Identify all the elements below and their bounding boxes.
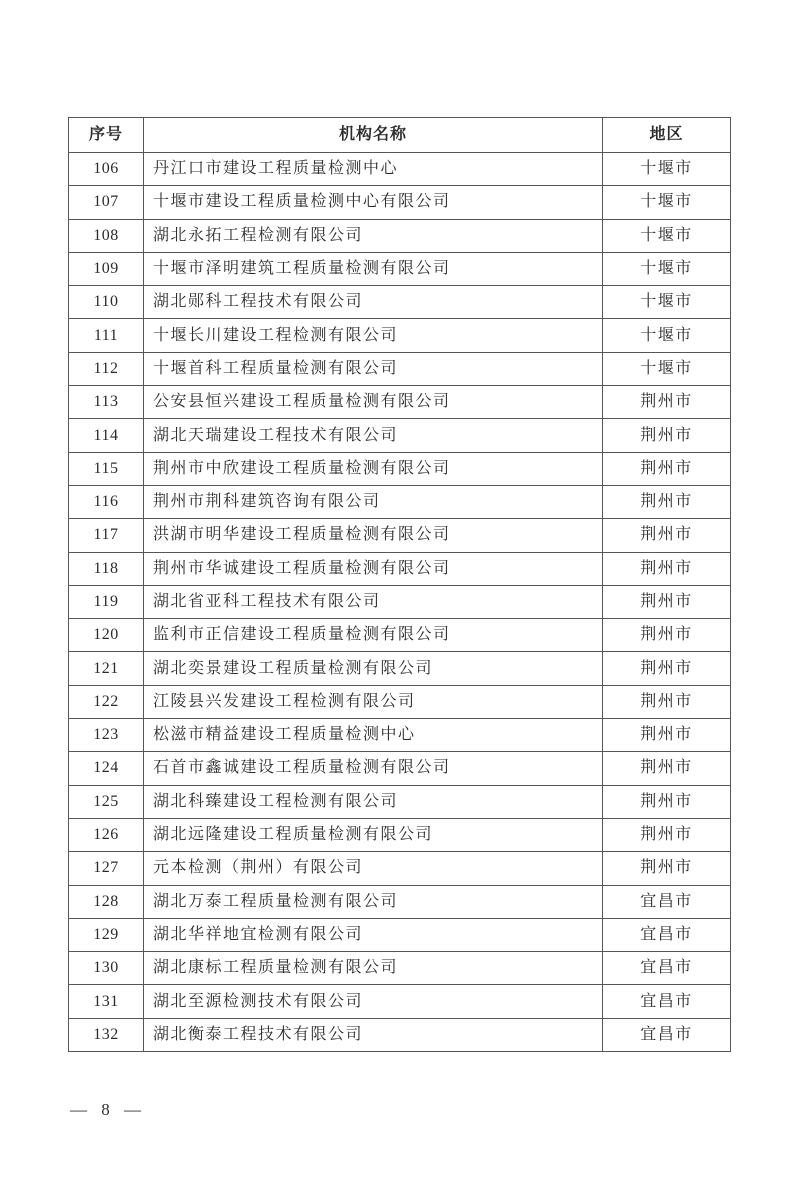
row-institution-name: 湖北康标工程质量检测有限公司 — [144, 952, 603, 985]
row-serial-number: 122 — [69, 685, 144, 718]
table-row — [69, 852, 731, 885]
row-region: 十堰市 — [603, 153, 731, 186]
row-serial-number: 107 — [69, 186, 144, 219]
row-institution-name: 湖北华祥地宜检测有限公司 — [144, 918, 603, 951]
row-region: 荆州市 — [603, 719, 731, 752]
table-row — [69, 452, 731, 485]
row-institution-name: 监利市正信建设工程质量检测有限公司 — [144, 619, 603, 652]
institution-table-body — [69, 153, 731, 1052]
table-row — [69, 519, 731, 552]
row-serial-number: 114 — [69, 419, 144, 452]
row-region: 荆州市 — [603, 785, 731, 818]
row-region: 宜昌市 — [603, 985, 731, 1018]
table-row — [69, 386, 731, 419]
row-serial-number: 106 — [69, 153, 144, 186]
row-institution-name: 湖北科臻建设工程检测有限公司 — [144, 785, 603, 818]
table-row — [69, 552, 731, 585]
table-row — [69, 352, 731, 385]
row-serial-number: 116 — [69, 485, 144, 518]
row-serial-number: 125 — [69, 785, 144, 818]
column-header-institution-name: 机构名称 — [144, 118, 603, 153]
row-serial-number: 128 — [69, 885, 144, 918]
row-serial-number: 132 — [69, 1018, 144, 1051]
row-region: 宜昌市 — [603, 918, 731, 951]
row-serial-number: 120 — [69, 619, 144, 652]
row-serial-number: 115 — [69, 452, 144, 485]
table-row — [69, 153, 731, 186]
row-region: 宜昌市 — [603, 1018, 731, 1051]
row-serial-number: 108 — [69, 219, 144, 252]
row-institution-name: 十堰市建设工程质量检测中心有限公司 — [144, 186, 603, 219]
row-institution-name: 荆州市中欣建设工程质量检测有限公司 — [144, 452, 603, 485]
row-institution-name: 湖北郧科工程技术有限公司 — [144, 286, 603, 319]
table-row — [69, 252, 731, 285]
table-row — [69, 186, 731, 219]
table-row — [69, 885, 731, 918]
row-region: 荆州市 — [603, 852, 731, 885]
row-serial-number: 119 — [69, 585, 144, 618]
row-institution-name: 洪湖市明华建设工程质量检测有限公司 — [144, 519, 603, 552]
row-institution-name: 湖北奕景建设工程质量检测有限公司 — [144, 652, 603, 685]
row-serial-number: 121 — [69, 652, 144, 685]
table-row — [69, 785, 731, 818]
row-region: 荆州市 — [603, 818, 731, 851]
row-serial-number: 124 — [69, 752, 144, 785]
row-region: 荆州市 — [603, 619, 731, 652]
row-region: 宜昌市 — [603, 952, 731, 985]
page-number-footer: — 8 — — [70, 1100, 142, 1119]
row-region: 荆州市 — [603, 519, 731, 552]
row-institution-name: 松滋市精益建设工程质量检测中心 — [144, 719, 603, 752]
row-region: 荆州市 — [603, 419, 731, 452]
row-region: 荆州市 — [603, 752, 731, 785]
row-serial-number: 123 — [69, 719, 144, 752]
row-institution-name: 十堰长川建设工程检测有限公司 — [144, 319, 603, 352]
row-institution-name: 丹江口市建设工程质量检测中心 — [144, 153, 603, 186]
row-serial-number: 109 — [69, 252, 144, 285]
row-region: 荆州市 — [603, 652, 731, 685]
row-institution-name: 石首市鑫诚建设工程质量检测有限公司 — [144, 752, 603, 785]
row-institution-name: 公安县恒兴建设工程质量检测有限公司 — [144, 386, 603, 419]
row-institution-name: 元本检测（荆州）有限公司 — [144, 852, 603, 885]
table-row — [69, 719, 731, 752]
row-region: 十堰市 — [603, 219, 731, 252]
row-region: 十堰市 — [603, 252, 731, 285]
row-region: 荆州市 — [603, 585, 731, 618]
column-header-serial-number: 序号 — [69, 118, 144, 153]
row-institution-name: 湖北省亚科工程技术有限公司 — [144, 585, 603, 618]
table-row — [69, 286, 731, 319]
table-row — [69, 985, 731, 1018]
table-row — [69, 1018, 731, 1051]
row-institution-name: 十堰首科工程质量检测有限公司 — [144, 352, 603, 385]
row-serial-number: 126 — [69, 818, 144, 851]
table-row — [69, 818, 731, 851]
row-serial-number: 113 — [69, 386, 144, 419]
table-row — [69, 652, 731, 685]
table-row — [69, 952, 731, 985]
row-institution-name: 江陵县兴发建设工程检测有限公司 — [144, 685, 603, 718]
table-row — [69, 918, 731, 951]
row-institution-name: 湖北万泰工程质量检测有限公司 — [144, 885, 603, 918]
column-header-region: 地区 — [603, 118, 731, 153]
row-region: 宜昌市 — [603, 885, 731, 918]
table-row — [69, 685, 731, 718]
table-row — [69, 319, 731, 352]
row-institution-name: 荆州市华诚建设工程质量检测有限公司 — [144, 552, 603, 585]
row-serial-number: 112 — [69, 352, 144, 385]
row-serial-number: 130 — [69, 952, 144, 985]
row-region: 荆州市 — [603, 552, 731, 585]
row-serial-number: 127 — [69, 852, 144, 885]
row-region: 荆州市 — [603, 685, 731, 718]
table-row — [69, 485, 731, 518]
institution-table-header — [69, 118, 731, 153]
row-region: 十堰市 — [603, 319, 731, 352]
table-row — [69, 619, 731, 652]
table-row — [69, 219, 731, 252]
row-institution-name: 湖北永拓工程检测有限公司 — [144, 219, 603, 252]
row-serial-number: 111 — [69, 319, 144, 352]
row-serial-number: 118 — [69, 552, 144, 585]
row-serial-number: 131 — [69, 985, 144, 1018]
table-row — [69, 419, 731, 452]
row-region: 十堰市 — [603, 186, 731, 219]
institution-table — [68, 117, 731, 1052]
row-institution-name: 湖北至源检测技术有限公司 — [144, 985, 603, 1018]
row-institution-name: 荆州市荆科建筑咨询有限公司 — [144, 485, 603, 518]
row-institution-name: 湖北衡泰工程技术有限公司 — [144, 1018, 603, 1051]
header-row — [69, 118, 731, 153]
row-serial-number: 110 — [69, 286, 144, 319]
row-serial-number: 129 — [69, 918, 144, 951]
row-region: 荆州市 — [603, 452, 731, 485]
row-serial-number: 117 — [69, 519, 144, 552]
row-institution-name: 十堰市泽明建筑工程质量检测有限公司 — [144, 252, 603, 285]
row-institution-name: 湖北远隆建设工程质量检测有限公司 — [144, 818, 603, 851]
row-region: 十堰市 — [603, 286, 731, 319]
table-row — [69, 585, 731, 618]
table-row — [69, 752, 731, 785]
row-institution-name: 湖北天瑞建设工程技术有限公司 — [144, 419, 603, 452]
row-region: 荆州市 — [603, 386, 731, 419]
row-region: 荆州市 — [603, 485, 731, 518]
row-region: 十堰市 — [603, 352, 731, 385]
